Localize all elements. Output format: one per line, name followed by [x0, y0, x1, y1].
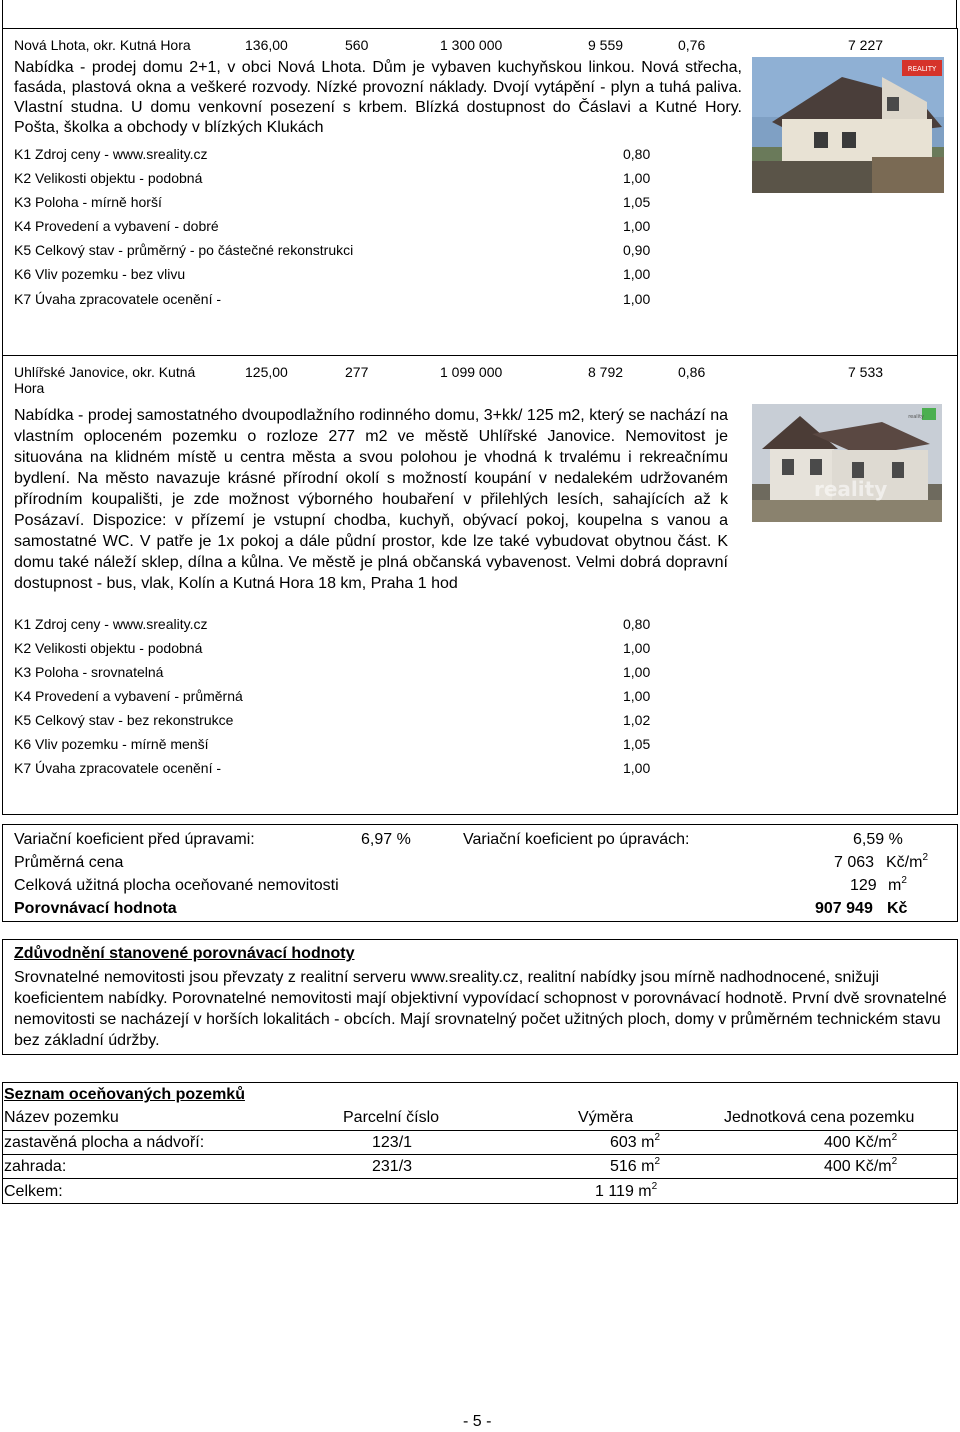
land-row-2-price: 400 $Kč/m^2$: [824, 1155, 898, 1175]
p1-price: 1 300 000: [440, 37, 503, 53]
p2-factor-value-7: 1,00: [623, 760, 651, 776]
land-header-name: Název pozemku: [4, 1109, 119, 1126]
page-number: - 5 -: [463, 1413, 492, 1430]
land-divider-3: [2, 1178, 958, 1179]
justification-heading: Zdůvodnění stanovené porovnávací hodnoty: [14, 945, 355, 962]
p1-description: Nabídka - prodej domu 2+1, v obci Nová Lhota. Dům je vybaven kuchyňskou linkou. Nová střecha, fasáda, plastová okna a veškeré rozvody. Nízké provozní náklady. Dvojí vytápění - plyn a tuhá paliva. Vlastní studna. U domu venkovní posezení s krbem. Blízká dostupnost do Čáslavi a Kutné Hory. Pošta, školka a obchody v blízkých Klukách: [14, 59, 742, 136]
p2-factor-label-5: K5 Celkový stav - bez rekonstrukce: [14, 712, 234, 728]
land-divider-1: [2, 1130, 958, 1131]
land-row-1-parcel: 123/1: [372, 1134, 413, 1151]
land-total-label: Celkem:: [4, 1183, 63, 1200]
p1-factor-value-7: 1,00: [623, 291, 651, 307]
p1-factor-value-2: 1,00: [623, 170, 651, 186]
p1-factor-label-7: K7 Úvaha zpracovatele ocenění -: [14, 291, 222, 307]
land-row-2-name: zahrada:: [4, 1158, 67, 1175]
p1-factor-label-5: K5 Celkový stav - průměrný - po částečné rekonstrukci: [14, 242, 354, 258]
p1-factor-label-6: K6 Vliv pozemku - bez vlivu: [14, 266, 186, 282]
p2-photo-watermark: reality: [814, 477, 888, 501]
p2-factor-value-2: 1,00: [623, 640, 651, 656]
p2-factor-label-3: K3 Poloha - srovnatelná: [14, 664, 164, 680]
p2-coef: 0,86: [678, 364, 706, 380]
p2-factor-label-2: K2 Velikosti objektu - podobná: [14, 640, 203, 656]
p1-factor-label-4: K4 Provedení a vybavení - dobré: [14, 218, 219, 234]
p1-factor-value-5: 0,90: [623, 242, 651, 258]
p2-factor-label-4: K4 Provedení a vybavení - průměrná: [14, 688, 243, 704]
land-header-price: Jednotková cena pozemku: [724, 1109, 915, 1126]
p1-adjusted: 7 227: [848, 37, 884, 53]
comparative-value-unit: Kč: [887, 900, 908, 917]
avg-price-value: 7 063: [834, 854, 875, 871]
p2-price: 1 099 000: [440, 364, 503, 380]
var-after-value: 6,59 %: [853, 831, 903, 848]
p1-unit-price: 9 559: [588, 37, 624, 53]
area-unit: $m^2$: [888, 874, 907, 894]
justification-text: Srovnatelné nemovitosti jsou převzaty z realitní serveru www.sreality.cz, realitní nabídky jsou mírně nadhodnocené, snižuji koeficientem nabídky. Porovnatelné nemovitosti mají objektivní vypovídací schopnost v porovnávací hodnotě. První dvě srovnatelné nemovitosti se nacházejí v horších lokalitách - obcích. Mají srovnatelný počet užitných ploch, domy v průměrném technickém stavu bez základní údržby.: [14, 969, 947, 1049]
p1-factor-value-3: 1,05: [623, 194, 651, 210]
var-after-label: Variační koeficient po úpravách:: [463, 831, 690, 848]
p1-factor-label-1: K1 Zdroj ceny - www.sreality.cz: [14, 146, 208, 162]
avg-price-label: Průměrná cena: [14, 854, 124, 871]
area-label: Celková užitná plocha oceňované nemovitosti: [14, 877, 339, 894]
svg-text:reality: reality: [908, 414, 924, 420]
p2-location-line1: Uhlířské Janovice, okr. Kutná: [14, 364, 196, 380]
land-header-area: Výměra: [578, 1109, 634, 1126]
land-row-2-area: 516 $m^2$: [610, 1155, 661, 1175]
land-divider-2: [2, 1154, 958, 1155]
var-before-value: 6,97 %: [361, 831, 411, 848]
p2-description: Nabídka - prodej samostatného dvoupodlažního rodinného domu, 3+kk/ 125 m2, který se nachází na vlastním oploceném pozemku o rozloze 277 m2 ve městě Uhlířské Janovice. Nemovitost je situována na klidném místě u centra města a svou polohou je vhodná k trvalému i rekreačnímu bydlení. Na město navazuje krásné přírodní okolí s možností koupání v nedalekém udržovaném přírodním koupališti, je zde možnost výborného houbaření v přilehlých lesích, sahajících až k Posázaví. Dispozice: v přízemí je vstupní chodba, kuchyň, obývací pokoj, koupelna s vanou a samostatné WC. V patře je 1x pokoj a dále půdní prostor, kde lze také vybudovat obytnou část. K domu také náleží sklep, dílna a kůlna. Ve městě je plná občanská vybavenost. Velmi dobrá dopravní dostupnost - bus, vlak, Kolín a Kutná Hora 18 km, Praha 1 hod: [14, 407, 728, 592]
land-row-1-area: 603 $m^2$: [610, 1131, 661, 1151]
p2-plot: 277: [345, 364, 369, 380]
svg-text:REALITY: REALITY: [907, 65, 937, 73]
land-header-parcel: Parcelní číslo: [343, 1109, 440, 1126]
p1-area: 136,00: [245, 37, 288, 53]
land-row-1-price: 400 $Kč/m^2$: [824, 1131, 898, 1151]
p1-factor-value-4: 1,00: [623, 218, 651, 234]
avg-price-unit: $Kč/m^2$: [886, 851, 929, 871]
p2-factor-label-1: K1 Zdroj ceny - www.sreality.cz: [14, 616, 208, 632]
p1-plot: 560: [345, 37, 369, 53]
p1-coef: 0,76: [678, 37, 706, 53]
comparative-value: 907 949: [815, 900, 873, 917]
top-border-right: [956, 0, 957, 28]
p2-factor-value-6: 1,05: [623, 736, 651, 752]
p2-area: 125,00: [245, 364, 288, 380]
p2-unit-price: 8 792: [588, 364, 624, 380]
p2-factor-label-6: K6 Vliv pozemku - mírně menší: [14, 736, 209, 752]
top-border-left: [2, 0, 3, 28]
p2-factor-value-5: 1,02: [623, 712, 651, 728]
p1-factor-label-2: K2 Velikosti objektu - podobná: [14, 170, 203, 186]
p1-factor-value-6: 1,00: [623, 266, 651, 282]
land-total-area: 1 119 $m^2$: [595, 1180, 658, 1200]
land-row-2-parcel: 231/3: [372, 1158, 413, 1175]
p2-factor-label-7: K7 Úvaha zpracovatele ocenění -: [14, 760, 222, 776]
comparative-value-label: Porovnávací hodnota: [14, 900, 177, 917]
p2-adjusted: 7 533: [848, 364, 884, 380]
area-value: 129: [850, 877, 877, 894]
p2-factor-value-1: 0,80: [623, 616, 651, 632]
p2-location-line2: Hora: [14, 380, 45, 396]
p2-house-photo: [752, 404, 942, 522]
land-heading: Seznam oceňovaných pozemků: [4, 1086, 245, 1103]
var-before-label: Variační koeficient před úpravami:: [14, 831, 255, 848]
p2-factor-value-4: 1,00: [623, 688, 651, 704]
p1-factor-value-1: 0,80: [623, 146, 651, 162]
p1-house-photo: [752, 57, 944, 193]
land-row-1-name: zastavěná plocha a nádvoří:: [4, 1134, 205, 1151]
p1-location: Nová Lhota, okr. Kutná Hora: [14, 37, 191, 53]
p2-factor-value-3: 1,00: [623, 664, 651, 680]
p1-factor-label-3: K3 Poloha - mírně horší: [14, 194, 162, 210]
